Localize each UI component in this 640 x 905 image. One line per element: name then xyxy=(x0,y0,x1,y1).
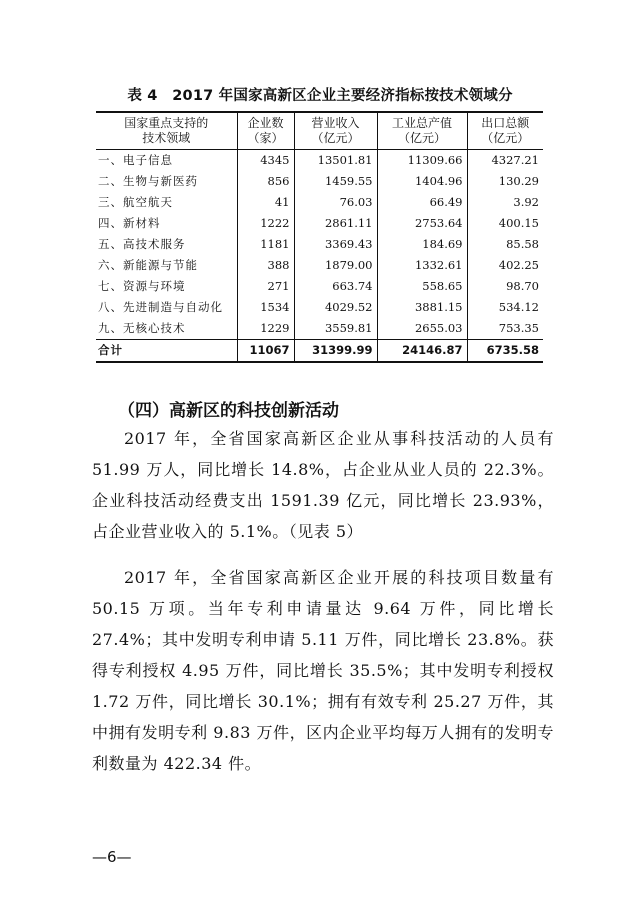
header-tech-field: 国家重点支持的 技术领域 xyxy=(96,112,237,150)
table-caption: 表 4 2017 年国家高新区企业主要经济指标按技术领域分 xyxy=(127,88,513,104)
table-row: 三、航空航天 41 76.03 66.49 3.92 xyxy=(96,192,543,213)
paragraph-tech-personnel: 2017 年，全省国家高新区企业从事科技活动的人员有 51.99 万人，同比增长 14.8%，占企业从业人员的 22.3%。企业科技活动经费支出 1591.39 亿元，同比增长 23.93%，占企业营业收入的 5.1%。（见表 5） xyxy=(92,429,554,541)
header-revenue: 营业收入 （亿元） xyxy=(294,112,377,150)
table-row: 七、资源与环境 271 663.74 558.65 98.70 xyxy=(96,276,543,297)
section-heading: （四）高新区的科技创新活动 xyxy=(118,401,339,421)
table-row: 一、电子信息 4345 13501.81 11309.66 4327.21 xyxy=(96,150,543,172)
table-header-row xyxy=(96,112,543,150)
table-row: 四、新材料 1222 2861.11 2753.64 400.15 xyxy=(96,213,543,234)
header-industrial-output: 工业总产值 （亿元） xyxy=(377,112,467,150)
table-row: 五、高技术服务 1181 3369.43 184.69 85.58 xyxy=(96,234,543,255)
table-row: 九、无核心技术 1229 3559.81 2655.03 753.35 xyxy=(96,318,543,340)
tech-field-table xyxy=(96,111,543,363)
header-export: 出口总额 （亿元） xyxy=(467,112,543,150)
header-enterprise-count: 企业数 （家） xyxy=(237,112,294,150)
paragraph-patents: 2017 年，全省国家高新区企业开展的科技项目数量有 50.15 万项。当年专利申请量达 9.64 万件，同比增长 27.4%；其中发明专利申请 5.11 万件，同比增长 23.8%。获得专利授权 4.95 万件，同比增长 35.5%；其中发明专利授权 1.72 万件，同比增长 30.1%；拥有有效专利 25.27 万件，其中拥有发明专利 9.83 万件，区内企业平均每万人拥有的发明专利数量为 422.34 件。 xyxy=(92,568,554,773)
table-total-row: 合计 11067 31399.99 24146.87 6735.58 xyxy=(96,340,543,363)
page-number: —6— xyxy=(92,848,132,866)
table-row: 八、先进制造与自动化 1534 4029.52 3881.15 534.12 xyxy=(96,297,543,318)
table-row: 二、生物与新医药 856 1459.55 1404.96 130.29 xyxy=(96,171,543,192)
table-row: 六、新能源与节能 388 1879.00 1332.61 402.25 xyxy=(96,255,543,276)
